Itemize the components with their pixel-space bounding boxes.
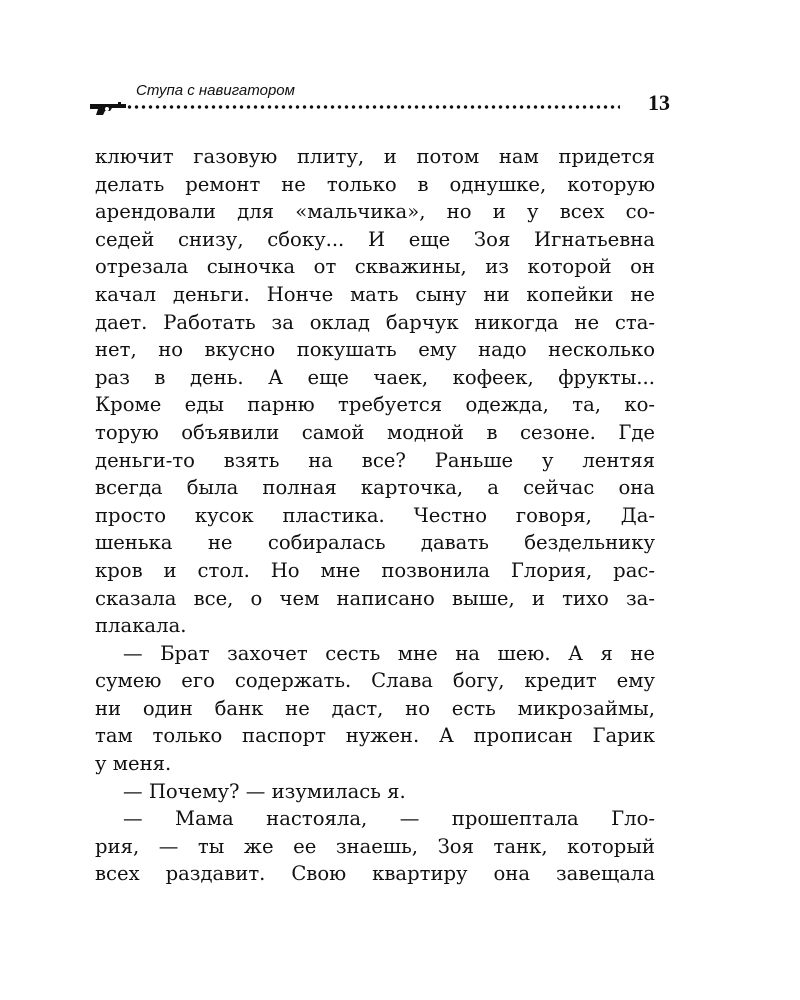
text-line: торую объявили самой модной в сезоне. Где	[95, 420, 655, 444]
body-text	[95, 143, 655, 888]
text-line: всех раздавит. Свою квартиру она завещала	[95, 862, 655, 886]
text-line: всегда была полная карточка, а сейчас она	[95, 476, 655, 500]
page-number: 13	[648, 90, 670, 115]
dotted-leader	[126, 105, 620, 109]
text-line: кров и стол. Но мне позвонила Глория, рас-	[95, 558, 655, 582]
text-line: Кроме еды парню требуется одежда, та, ко-	[95, 393, 655, 417]
text-line: рия, — ты же ее знаешь, Зоя танк, который	[95, 834, 655, 858]
text-line: арендовали для «мальчика», но и у всех со-	[95, 200, 655, 224]
text-line: седей снизу, сбоку... И еще Зоя Игнатьевна	[95, 227, 655, 251]
text-line: качал деньги. Нонче мать сыну ни копейки не	[95, 282, 655, 306]
text-line: ни один банк не даст, но есть микрозаймы,	[95, 696, 655, 720]
text-line: — Почему? — изумилась я.	[123, 779, 406, 803]
text-line: шенька не собиралась давать бездельнику	[95, 531, 655, 555]
text-line: делать ремонт не только в однушке, которую	[95, 172, 655, 196]
text-line: раз в день. А еще чаек, кофеек, фрукты...	[95, 365, 655, 389]
text-line: плакала.	[95, 614, 187, 638]
text-line: сумею его содержать. Слава богу, кредит ему	[95, 669, 655, 693]
running-title: Ступа с навигатором	[136, 82, 295, 99]
text-line: ключит газовую плиту, и потом нам придется	[95, 145, 655, 168]
text-line: — Брат захочет сесть мне на шею. А я не	[123, 641, 655, 665]
text-line: у меня.	[95, 752, 172, 776]
running-header	[88, 80, 670, 120]
text-line: просто кусок пластика. Честно говоря, Да-	[95, 503, 655, 527]
text-line: деньги-то взять на все? Раньше у лентяя	[95, 448, 655, 472]
revolver-icon	[88, 98, 128, 116]
text-line: сказала все, о чем написано выше, и тихо за-	[95, 586, 655, 610]
text-line: — Мама настояла, — прошептала Гло-	[123, 807, 655, 831]
text-line: там только паспорт нужен. А прописан Гарик	[95, 724, 655, 748]
text-line: дает. Работать за оклад барчук никогда не ста-	[95, 310, 655, 334]
text-line: нет, но вкусно покушать ему надо несколько	[95, 338, 655, 362]
text-line: отрезала сыночка от скважины, из которой он	[95, 255, 655, 279]
